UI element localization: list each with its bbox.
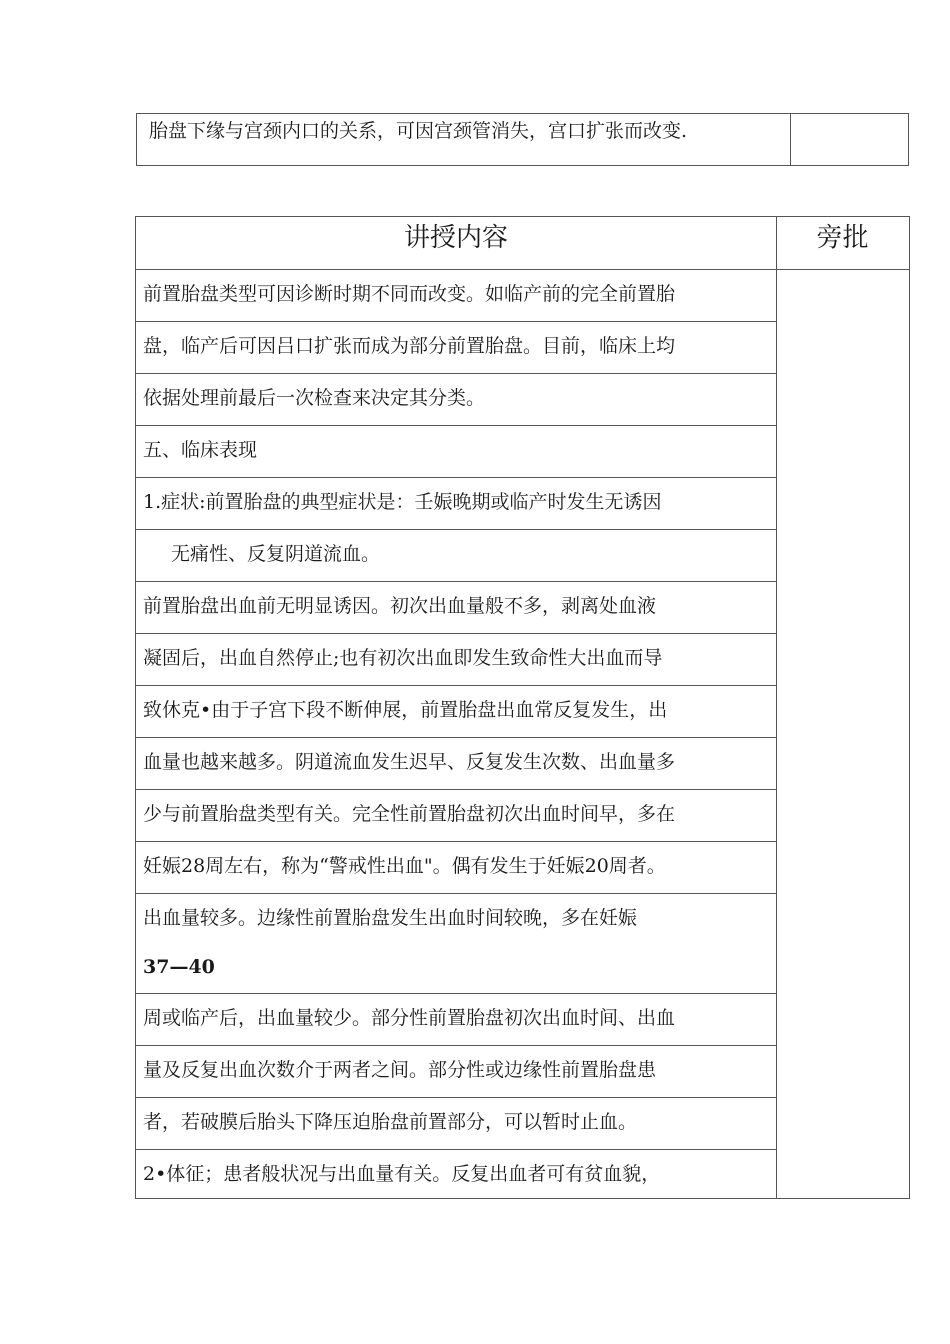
row-text: 致休克•由于子宫下段不断伸展，前置胎盘出血常反复发生，出 [143,699,668,721]
top-table [136,113,909,166]
table-row [136,374,776,426]
row-text: 依据处理前最后一次检查来决定其分类。 [143,387,486,409]
row-text: 凝固后，出血自然停止;也有初次出血即发生致命性大出血而导 [143,647,663,669]
header-notes: 旁批 [816,223,869,253]
table-row [136,270,776,322]
table-row [136,894,776,994]
row-text: 妊娠28周左右，称为“警戒性出血"。偶有发生于妊娠20周者。 [143,855,666,877]
row-text: 周或临产后，出血量较少。部分性前置胎盘初次出血时间、出血 [143,1007,676,1029]
table-header [136,217,909,270]
table-body [136,270,776,1202]
top-table-text: 胎盘下缘与宫颈内口的关系，可因宫颈管消失，宫口扩张而改变. [149,120,688,142]
top-table-notes-cell [791,114,908,165]
header-content: 讲授内容 [403,223,508,253]
table-row [136,322,776,374]
row-text: 盘，临产后可因吕口扩张而成为部分前置胎盘。目前，临床上均 [143,335,676,357]
table-row [136,582,776,634]
row-text: 前置胎盘类型可因诊断时期不同而改变。如临产前的完全前置胎 [143,283,676,305]
table-row [136,478,776,530]
row-text: 少与前置胎盘类型有关。完全性前置胎盘初次出血时间早，多在 [143,803,676,825]
table-row [136,994,776,1046]
row-text: 1.症状:前置胎盘的典型症状是：壬娠晚期或临产时发生无诱因 [143,491,662,513]
table-row [136,842,776,894]
row-text: 五、临床表现 [143,439,258,461]
table-row [136,1046,776,1098]
column-divider [776,217,777,1198]
table-row [136,1150,776,1202]
table-row [136,1098,776,1150]
row-text-range: 37—40 [143,956,215,978]
table-row [136,686,776,738]
row-text: 者，若破膜后胎头下降压迫胎盘前置部分，可以暂时止血。 [143,1111,638,1133]
top-table-content-cell [137,114,791,165]
row-text: 2•体征；患者般状况与出血量有关。反复出血者可有贫血貌， [143,1163,661,1185]
table-row [136,530,776,582]
row-text: 出血量较多。边缘性前置胎盘发生出血时间较晚，多在妊娠 [143,907,638,929]
row-text: 血量也越来越多。阴道流血发生迟早、反复发生次数、出血量多 [143,751,676,773]
table-row [136,426,776,478]
table-row [136,738,776,790]
row-text: 前置胎盘出血前无明显诱因。初次出血量般不多，剥离处血液 [143,595,657,617]
table-row [136,634,776,686]
row-text: 量及反复出血次数介于两者之间。部分性或边缘性前置胎盘患 [143,1059,657,1081]
row-text: 无痛性、反复阴道流血。 [171,543,381,565]
table-row [136,790,776,842]
lecture-table [135,216,910,1199]
